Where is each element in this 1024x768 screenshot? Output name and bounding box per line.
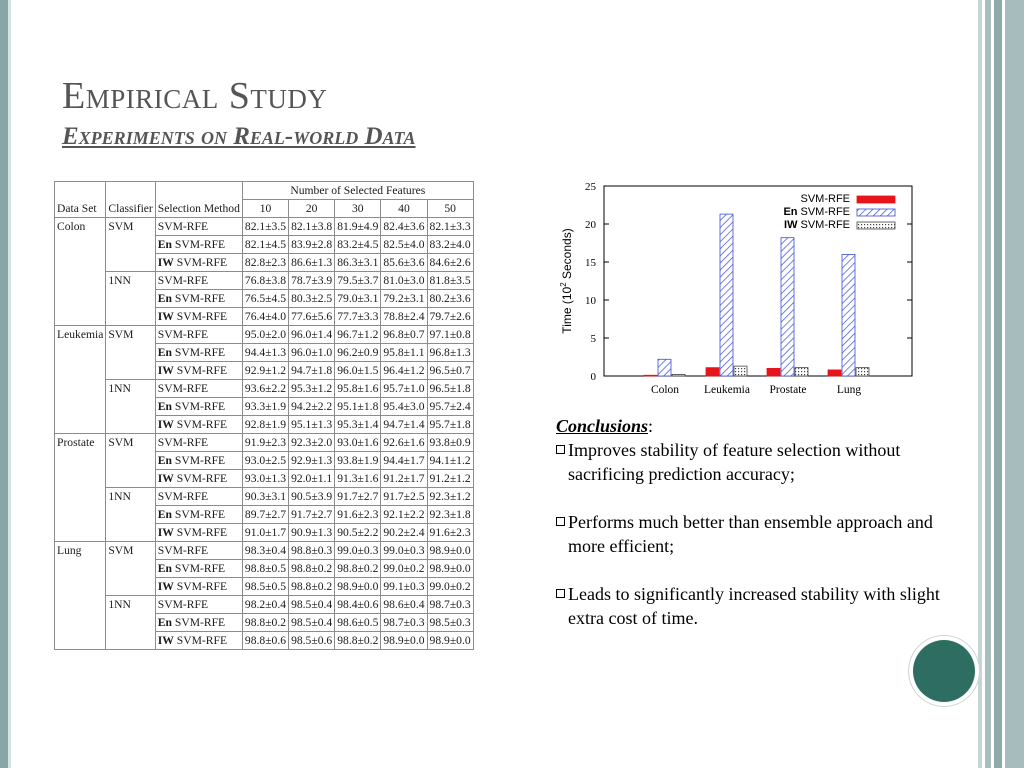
value-cell: 95.7±1.8 [427, 416, 473, 434]
value-cell: 98.8±0.2 [242, 614, 288, 632]
classifier-cell: 1NN [106, 380, 155, 434]
method-prefix: En [157, 508, 172, 521]
value-cell: 90.9±1.3 [289, 524, 335, 542]
value-cell: 94.7±1.4 [381, 416, 427, 434]
value-cell: 93.8±1.9 [335, 452, 381, 470]
legend-swatch [857, 209, 895, 216]
x-tick-label: Leukemia [704, 384, 750, 396]
results-table-body [55, 218, 474, 650]
value-cell: 95.1±1.3 [289, 416, 335, 434]
method-cell [155, 416, 242, 434]
x-tick-label: Prostate [769, 384, 807, 396]
classifier-cell: SVM [106, 542, 155, 596]
method-cell [155, 344, 242, 362]
method-cell [155, 218, 242, 236]
conclusion-item [556, 510, 956, 558]
y-tick-label: 0 [590, 371, 596, 383]
method-prefix: En [157, 346, 172, 359]
header-feature-count: 20 [289, 200, 335, 218]
value-cell: 98.8±0.2 [289, 578, 335, 596]
method-name: SVM-RFE [171, 292, 226, 305]
bar [706, 368, 719, 376]
value-cell: 91.7±2.7 [335, 488, 381, 506]
method-cell [155, 272, 242, 290]
value-cell: 93.3±1.9 [242, 398, 288, 416]
conclusion-text: Performs much better than ensemble approach and more efficient; [568, 512, 933, 556]
legend-swatch [857, 222, 895, 229]
value-cell: 96.5±0.7 [427, 362, 473, 380]
y-tick-label: 25 [585, 181, 596, 193]
method-cell [155, 326, 242, 344]
value-cell: 98.8±0.3 [289, 542, 335, 560]
value-cell: 81.0±3.0 [381, 272, 427, 290]
legend-entry-prefix: En [783, 206, 798, 218]
value-cell: 93.0±1.6 [335, 434, 381, 452]
legend-entry-prefix: IW [784, 219, 798, 231]
value-cell: 76.5±4.5 [242, 290, 288, 308]
value-cell: 98.8±0.6 [242, 632, 288, 650]
y-tick-label: 20 [585, 219, 596, 231]
value-cell: 98.8±0.2 [335, 632, 381, 650]
bar [720, 214, 733, 376]
value-cell: 92.1±2.2 [381, 506, 427, 524]
value-cell: 98.9±0.0 [427, 542, 473, 560]
value-cell: 86.6±1.3 [289, 254, 335, 272]
value-cell: 98.5±0.4 [289, 614, 335, 632]
value-cell: 82.1±3.8 [289, 218, 335, 236]
value-cell: 92.3±2.0 [289, 434, 335, 452]
value-cell: 91.7±2.5 [381, 488, 427, 506]
method-cell [155, 488, 242, 506]
value-cell: 96.8±0.7 [381, 326, 427, 344]
method-name: SVM-RFE [157, 220, 209, 233]
header-feature-count: 40 [381, 200, 427, 218]
conclusions-heading-colon: : [648, 416, 654, 436]
results-table [54, 181, 474, 650]
y-axis-label-end: Seconds) [560, 228, 574, 283]
header-feature-count: 30 [335, 200, 381, 218]
value-cell: 98.9±0.0 [427, 632, 473, 650]
value-cell: 96.7±1.2 [335, 326, 381, 344]
value-cell: 99.0±0.3 [335, 542, 381, 560]
value-cell: 96.2±0.9 [335, 344, 381, 362]
value-cell: 94.7±1.8 [289, 362, 335, 380]
value-cell: 95.3±1.4 [335, 416, 381, 434]
method-name: SVM-RFE [171, 562, 226, 575]
method-name: SVM-RFE [173, 634, 228, 647]
method-name: SVM-RFE [157, 274, 209, 287]
value-cell: 82.8±2.3 [242, 254, 288, 272]
method-name: SVM-RFE [173, 310, 228, 323]
method-prefix: IW [157, 580, 174, 593]
method-name: SVM-RFE [171, 238, 226, 251]
value-cell: 78.7±3.9 [289, 272, 335, 290]
method-cell [155, 632, 242, 650]
method-prefix: IW [157, 472, 174, 485]
legend-entry [783, 206, 850, 218]
y-tick-label: 10 [585, 295, 596, 307]
value-cell: 96.0±1.5 [335, 362, 381, 380]
bar [856, 368, 869, 376]
header-feature-count: 50 [427, 200, 473, 218]
value-cell: 95.1±1.8 [335, 398, 381, 416]
value-cell: 98.3±0.4 [242, 542, 288, 560]
method-cell [155, 398, 242, 416]
value-cell: 98.5±0.5 [242, 578, 288, 596]
value-cell: 95.8±1.6 [335, 380, 381, 398]
method-cell [155, 578, 242, 596]
value-cell: 95.8±1.1 [381, 344, 427, 362]
value-cell: 95.3±1.2 [289, 380, 335, 398]
method-name: SVM-RFE [173, 472, 228, 485]
legend-entry [801, 193, 851, 205]
header-feature-count: 10 [242, 200, 288, 218]
header-dataset: Data Set [55, 182, 106, 218]
slide-subtitle: Experiments on Real-world Data [62, 123, 416, 150]
method-cell [155, 506, 242, 524]
value-cell: 99.1±0.3 [381, 578, 427, 596]
classifier-cell: SVM [106, 434, 155, 488]
dataset-cell: Lung [55, 542, 106, 650]
legend-entry [784, 219, 850, 231]
dataset-cell: Leukemia [55, 326, 106, 434]
value-cell: 91.2±1.7 [381, 470, 427, 488]
method-name: SVM-RFE [173, 364, 228, 377]
legend-entry-label: SVM-RFE [800, 193, 850, 205]
method-cell [155, 290, 242, 308]
value-cell: 94.4±1.3 [242, 344, 288, 362]
value-cell: 95.7±1.0 [381, 380, 427, 398]
y-axis-label-main: Time (10 [560, 286, 574, 334]
value-cell: 94.2±2.2 [289, 398, 335, 416]
checkbox-bullet-icon [556, 445, 565, 454]
y-tick-label: 15 [585, 257, 596, 269]
slide-frame-left-inner [8, 0, 11, 768]
value-cell: 95.7±2.4 [427, 398, 473, 416]
method-name: SVM-RFE [157, 490, 209, 503]
value-cell: 80.2±3.6 [427, 290, 473, 308]
value-cell: 93.6±2.2 [242, 380, 288, 398]
method-cell [155, 308, 242, 326]
method-prefix: En [157, 562, 172, 575]
value-cell: 93.8±0.9 [427, 434, 473, 452]
table-row [55, 380, 474, 398]
value-cell: 82.1±3.5 [242, 218, 288, 236]
method-name: SVM-RFE [171, 400, 226, 413]
value-cell: 79.2±3.1 [381, 290, 427, 308]
slide-frame-left [0, 0, 8, 768]
value-cell: 82.5±4.0 [381, 236, 427, 254]
method-cell [155, 452, 242, 470]
value-cell: 98.9±0.0 [427, 560, 473, 578]
value-cell: 91.7±2.7 [289, 506, 335, 524]
value-cell: 91.2±1.2 [427, 470, 473, 488]
header-features-group: Number of Selected Features [242, 182, 473, 200]
y-tick-label: 5 [590, 333, 596, 345]
value-cell: 79.7±2.6 [427, 308, 473, 326]
value-cell: 94.4±1.7 [381, 452, 427, 470]
conclusions-heading-line [556, 414, 956, 438]
classifier-cell: 1NN [106, 272, 155, 326]
method-prefix: IW [157, 634, 174, 647]
bar [672, 374, 685, 376]
method-prefix: En [157, 238, 172, 251]
bar [781, 238, 794, 376]
dataset-cell: Colon [55, 218, 106, 326]
legend-entry-label: SVM-RFE [800, 219, 850, 231]
value-cell: 95.4±3.0 [381, 398, 427, 416]
method-prefix: En [157, 400, 172, 413]
value-cell: 98.5±0.4 [289, 596, 335, 614]
value-cell: 94.1±1.2 [427, 452, 473, 470]
value-cell: 98.5±0.3 [427, 614, 473, 632]
legend-entry-label: SVM-RFE [800, 206, 850, 218]
value-cell: 85.6±3.6 [381, 254, 427, 272]
value-cell: 92.8±1.9 [242, 416, 288, 434]
value-cell: 91.3±1.6 [335, 470, 381, 488]
value-cell: 81.8±3.5 [427, 272, 473, 290]
method-cell [155, 542, 242, 560]
table-row [55, 434, 474, 452]
method-name: SVM-RFE [173, 256, 228, 269]
classifier-cell: 1NN [106, 596, 155, 650]
method-cell [155, 596, 242, 614]
value-cell: 98.9±0.0 [335, 578, 381, 596]
method-cell [155, 524, 242, 542]
value-cell: 96.0±1.4 [289, 326, 335, 344]
slide-title: Empirical Study [62, 75, 328, 117]
value-cell: 92.3±1.2 [427, 488, 473, 506]
dataset-cell: Prostate [55, 434, 106, 542]
x-tick-label: Colon [650, 384, 680, 396]
value-cell: 93.0±1.3 [242, 470, 288, 488]
value-cell: 96.0±1.0 [289, 344, 335, 362]
value-cell: 90.5±2.2 [335, 524, 381, 542]
accent-circle [913, 640, 975, 702]
value-cell: 90.5±3.9 [289, 488, 335, 506]
y-axis-label-sup: 2 [559, 282, 568, 287]
header-classifier: Classifier [106, 182, 155, 218]
value-cell: 91.9±2.3 [242, 434, 288, 452]
value-cell: 98.2±0.4 [242, 596, 288, 614]
bar [842, 254, 855, 376]
method-cell [155, 362, 242, 380]
checkbox-bullet-icon [556, 517, 565, 526]
bar [644, 375, 657, 376]
bar [767, 368, 780, 376]
table-row [55, 488, 474, 506]
value-cell: 91.6±2.3 [335, 506, 381, 524]
value-cell: 86.3±3.1 [335, 254, 381, 272]
value-cell: 98.6±0.5 [335, 614, 381, 632]
value-cell: 92.3±1.8 [427, 506, 473, 524]
method-name: SVM-RFE [157, 382, 209, 395]
value-cell: 98.6±0.4 [381, 596, 427, 614]
value-cell: 99.0±0.3 [381, 542, 427, 560]
value-cell: 96.5±1.8 [427, 380, 473, 398]
legend-swatch [857, 196, 895, 203]
method-prefix: IW [157, 418, 174, 431]
value-cell: 96.8±1.3 [427, 344, 473, 362]
table-row [55, 542, 474, 560]
value-cell: 79.5±3.7 [335, 272, 381, 290]
method-name: SVM-RFE [157, 436, 209, 449]
value-cell: 92.9±1.2 [242, 362, 288, 380]
value-cell: 82.4±3.6 [381, 218, 427, 236]
classifier-cell: SVM [106, 218, 155, 272]
value-cell: 77.7±3.3 [335, 308, 381, 326]
value-cell: 98.8±0.5 [242, 560, 288, 578]
value-cell: 98.5±0.6 [289, 632, 335, 650]
conclusion-item [556, 438, 956, 486]
method-prefix: IW [157, 526, 174, 539]
method-prefix: IW [157, 364, 174, 377]
value-cell: 98.8±0.2 [335, 560, 381, 578]
method-name: SVM-RFE [173, 580, 228, 593]
value-cell: 77.6±5.6 [289, 308, 335, 326]
classifier-cell: 1NN [106, 488, 155, 542]
value-cell: 76.4±4.0 [242, 308, 288, 326]
slide-frame-right [978, 0, 1024, 768]
conclusions-heading: Conclusions [556, 416, 649, 436]
value-cell: 79.0±3.1 [335, 290, 381, 308]
method-name: SVM-RFE [157, 598, 209, 611]
method-prefix: En [157, 454, 172, 467]
value-cell: 98.9±0.0 [381, 632, 427, 650]
value-cell: 98.7±0.3 [381, 614, 427, 632]
value-cell: 92.0±1.1 [289, 470, 335, 488]
conclusion-text: Improves stability of feature selection without sacrificing prediction accuracy; [568, 440, 901, 484]
method-prefix: IW [157, 310, 174, 323]
value-cell: 92.6±1.6 [381, 434, 427, 452]
header-selection-method: Selection Method [155, 182, 242, 218]
value-cell: 90.2±2.4 [381, 524, 427, 542]
method-prefix: En [157, 292, 172, 305]
method-name: SVM-RFE [157, 544, 209, 557]
value-cell: 91.0±1.7 [242, 524, 288, 542]
value-cell: 98.8±0.2 [289, 560, 335, 578]
checkbox-bullet-icon [556, 589, 565, 598]
value-cell: 98.7±0.3 [427, 596, 473, 614]
method-cell [155, 614, 242, 632]
bar [734, 366, 747, 376]
method-cell [155, 236, 242, 254]
value-cell: 99.0±0.2 [381, 560, 427, 578]
method-name: SVM-RFE [157, 328, 209, 341]
y-axis-label [559, 228, 574, 333]
method-name: SVM-RFE [173, 526, 228, 539]
value-cell: 99.0±0.2 [427, 578, 473, 596]
value-cell: 82.1±4.5 [242, 236, 288, 254]
value-cell: 83.2±4.0 [427, 236, 473, 254]
table-header-row [55, 182, 474, 200]
value-cell: 98.4±0.6 [335, 596, 381, 614]
value-cell: 91.6±2.3 [427, 524, 473, 542]
table-row [55, 596, 474, 614]
value-cell: 84.6±2.6 [427, 254, 473, 272]
value-cell: 97.1±0.8 [427, 326, 473, 344]
bar [828, 370, 841, 376]
classifier-cell: SVM [106, 326, 155, 380]
method-name: SVM-RFE [171, 508, 226, 521]
conclusion-item [556, 582, 956, 630]
method-cell [155, 380, 242, 398]
x-tick-label: Lung [836, 384, 862, 396]
conclusions-panel [556, 414, 956, 630]
table-row [55, 218, 474, 236]
value-cell: 92.9±1.3 [289, 452, 335, 470]
value-cell: 80.3±2.5 [289, 290, 335, 308]
value-cell: 96.4±1.2 [381, 362, 427, 380]
conclusion-text: Leads to significantly increased stability with slight extra cost of time. [568, 584, 940, 628]
method-cell [155, 254, 242, 272]
method-prefix: En [157, 616, 172, 629]
method-name: SVM-RFE [171, 616, 226, 629]
method-cell [155, 560, 242, 578]
value-cell: 83.2±4.5 [335, 236, 381, 254]
value-cell: 90.3±3.1 [242, 488, 288, 506]
method-name: SVM-RFE [173, 418, 228, 431]
value-cell: 82.1±3.3 [427, 218, 473, 236]
table-row [55, 326, 474, 344]
value-cell: 83.9±2.8 [289, 236, 335, 254]
table-row [55, 272, 474, 290]
time-bar-chart [552, 176, 922, 406]
method-name: SVM-RFE [171, 346, 226, 359]
method-cell [155, 470, 242, 488]
method-name: SVM-RFE [171, 454, 226, 467]
value-cell: 78.8±2.4 [381, 308, 427, 326]
value-cell: 76.8±3.8 [242, 272, 288, 290]
method-prefix: IW [157, 256, 174, 269]
method-cell [155, 434, 242, 452]
value-cell: 89.7±2.7 [242, 506, 288, 524]
value-cell: 93.0±2.5 [242, 452, 288, 470]
bar [795, 368, 808, 376]
value-cell: 81.9±4.9 [335, 218, 381, 236]
bar [658, 359, 671, 376]
value-cell: 95.0±2.0 [242, 326, 288, 344]
